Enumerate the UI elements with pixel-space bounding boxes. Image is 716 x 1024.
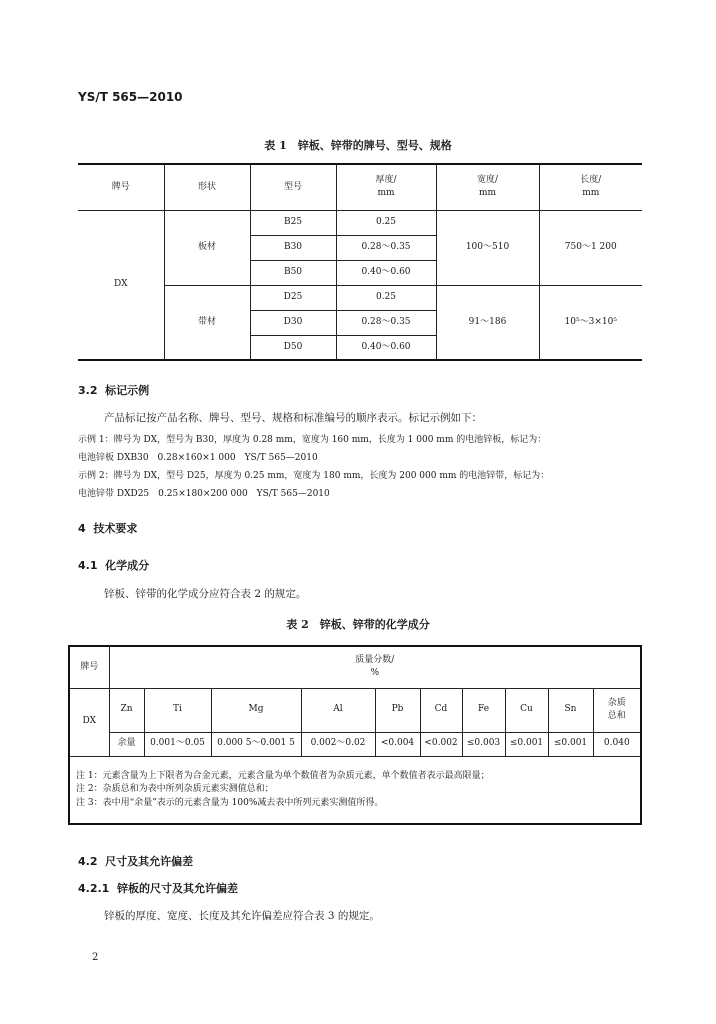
model-cell: B50 (250, 260, 336, 285)
table2-notes-row (69, 756, 641, 824)
table2 (68, 645, 642, 825)
value-cell: <0.004 (375, 732, 420, 756)
element-sn: Sn (548, 688, 593, 732)
element-cd: Cd (420, 688, 462, 732)
section-4-2-heading: 4.2 尺寸及其允许偏差 (78, 855, 194, 868)
example-2-mark: 电池锌带 DXD25 0.25×180×200 000 YS/T 565—2010 (78, 489, 330, 499)
thickness-cell: 0.40～0.60 (336, 260, 436, 285)
model-cell: B25 (250, 210, 336, 235)
th-thickness: 厚度/ mm (336, 164, 436, 210)
model-cell: D25 (250, 285, 336, 310)
value-cell: ≤0.003 (462, 732, 505, 756)
table2-value-row (69, 732, 641, 756)
thickness-cell: 0.40～0.60 (336, 335, 436, 360)
width-strip: 91～186 (436, 285, 539, 360)
th-form: 形状 (164, 164, 250, 210)
page-number: 2 (92, 952, 99, 963)
th-width: 宽度/ mm (436, 164, 539, 210)
th-length: 长度/ mm (539, 164, 642, 210)
table2-notes (69, 756, 641, 824)
element-cu: Cu (505, 688, 548, 732)
note-3: 注 3：表中用“余量”表示的元素含量为 100%减去表中所列元素实测值所得。 (76, 797, 384, 808)
table1-header-row (78, 164, 642, 210)
value-cell: 余量 (109, 732, 144, 756)
th-model: 型号 (250, 164, 336, 210)
thickness-cell: 0.25 (336, 210, 436, 235)
section-4-2-1-heading: 4.2.1 锌板的尺寸及其允许偏差 (78, 882, 238, 895)
brand-cell: DX (69, 688, 109, 756)
section-4-1-heading: 4.1 化学成分 (78, 559, 150, 572)
table2-header-row (69, 646, 641, 688)
value-cell: 0.000 5～0.001 5 (211, 732, 301, 756)
element-impurity-total: 杂质 总和 (593, 688, 641, 732)
element-al: Al (301, 688, 375, 732)
table2-caption: 表 2 锌板、锌带的化学成分 (286, 618, 430, 631)
model-cell: B30 (250, 235, 336, 260)
section-3-2-heading: 3.2 标记示例 (78, 384, 150, 397)
th-mass-fraction: 质量分数/ % (109, 646, 641, 688)
example-2: 示例 2：牌号为 DX，型号 D25，厚度为 0.25 mm，宽度为 180 mm，长度为 200 000 mm 的电池锌带，标记为： (78, 471, 550, 481)
section-4-2-1-text: 锌板的厚度、宽度、长度及其允许偏差应符合表 3 的规定。 (104, 910, 380, 922)
element-ti: Ti (144, 688, 211, 732)
model-cell: D50 (250, 335, 336, 360)
marking-intro: 产品标记按产品名称、牌号、型号、规格和标准编号的顺序表示。标记示例如下： (104, 412, 482, 424)
table1 (78, 163, 642, 361)
value-cell: 0.040 (593, 732, 641, 756)
value-cell: 0.002～0.02 (301, 732, 375, 756)
element-pb: Pb (375, 688, 420, 732)
thickness-cell: 0.28～0.35 (336, 235, 436, 260)
brand-cell: DX (78, 210, 164, 360)
element-mg: Mg (211, 688, 301, 732)
value-cell: 0.001～0.05 (144, 732, 211, 756)
table2-element-row (69, 688, 641, 732)
section-4-heading: 4 技术要求 (78, 522, 138, 535)
value-cell: <0.002 (420, 732, 462, 756)
note-2: 注 2：杂质总和为表中所列杂质元素实测值总和； (76, 784, 274, 794)
section-4-1-text: 锌板、锌带的化学成分应符合表 2 的规定。 (104, 588, 307, 600)
model-cell: D30 (250, 310, 336, 335)
standard-code: YS/T 565—2010 (78, 90, 183, 104)
form-plate: 板材 (164, 210, 250, 285)
element-zn: Zn (109, 688, 144, 732)
thickness-cell: 0.25 (336, 285, 436, 310)
thickness-cell: 0.28～0.35 (336, 310, 436, 335)
th-brand: 牌号 (69, 646, 109, 688)
example-1: 示例 1：牌号为 DX，型号为 B30，厚度为 0.28 mm，宽度为 160 mm，长度为 1 000 mm 的电池锌板，标记为： (78, 435, 547, 445)
value-cell: ≤0.001 (505, 732, 548, 756)
value-cell: ≤0.001 (548, 732, 593, 756)
table1-caption: 表 1 锌板、锌带的牌号、型号、规格 (264, 139, 452, 152)
example-1-mark: 电池锌板 DXB30 0.28×160×1 000 YS/T 565—2010 (78, 453, 318, 463)
form-strip: 带材 (164, 285, 250, 360)
table-row (78, 210, 642, 235)
note-1: 注 1：元素含量为上下限者为合金元素，元素含量为单个数值者为杂质元素，单个数值者表示最高限量； (76, 770, 490, 781)
th-brand: 牌号 (78, 164, 164, 210)
length-plate: 750～1 200 (539, 210, 642, 285)
element-fe: Fe (462, 688, 505, 732)
length-strip: 10⁵～3×10⁵ (539, 285, 642, 360)
width-plate: 100～510 (436, 210, 539, 285)
